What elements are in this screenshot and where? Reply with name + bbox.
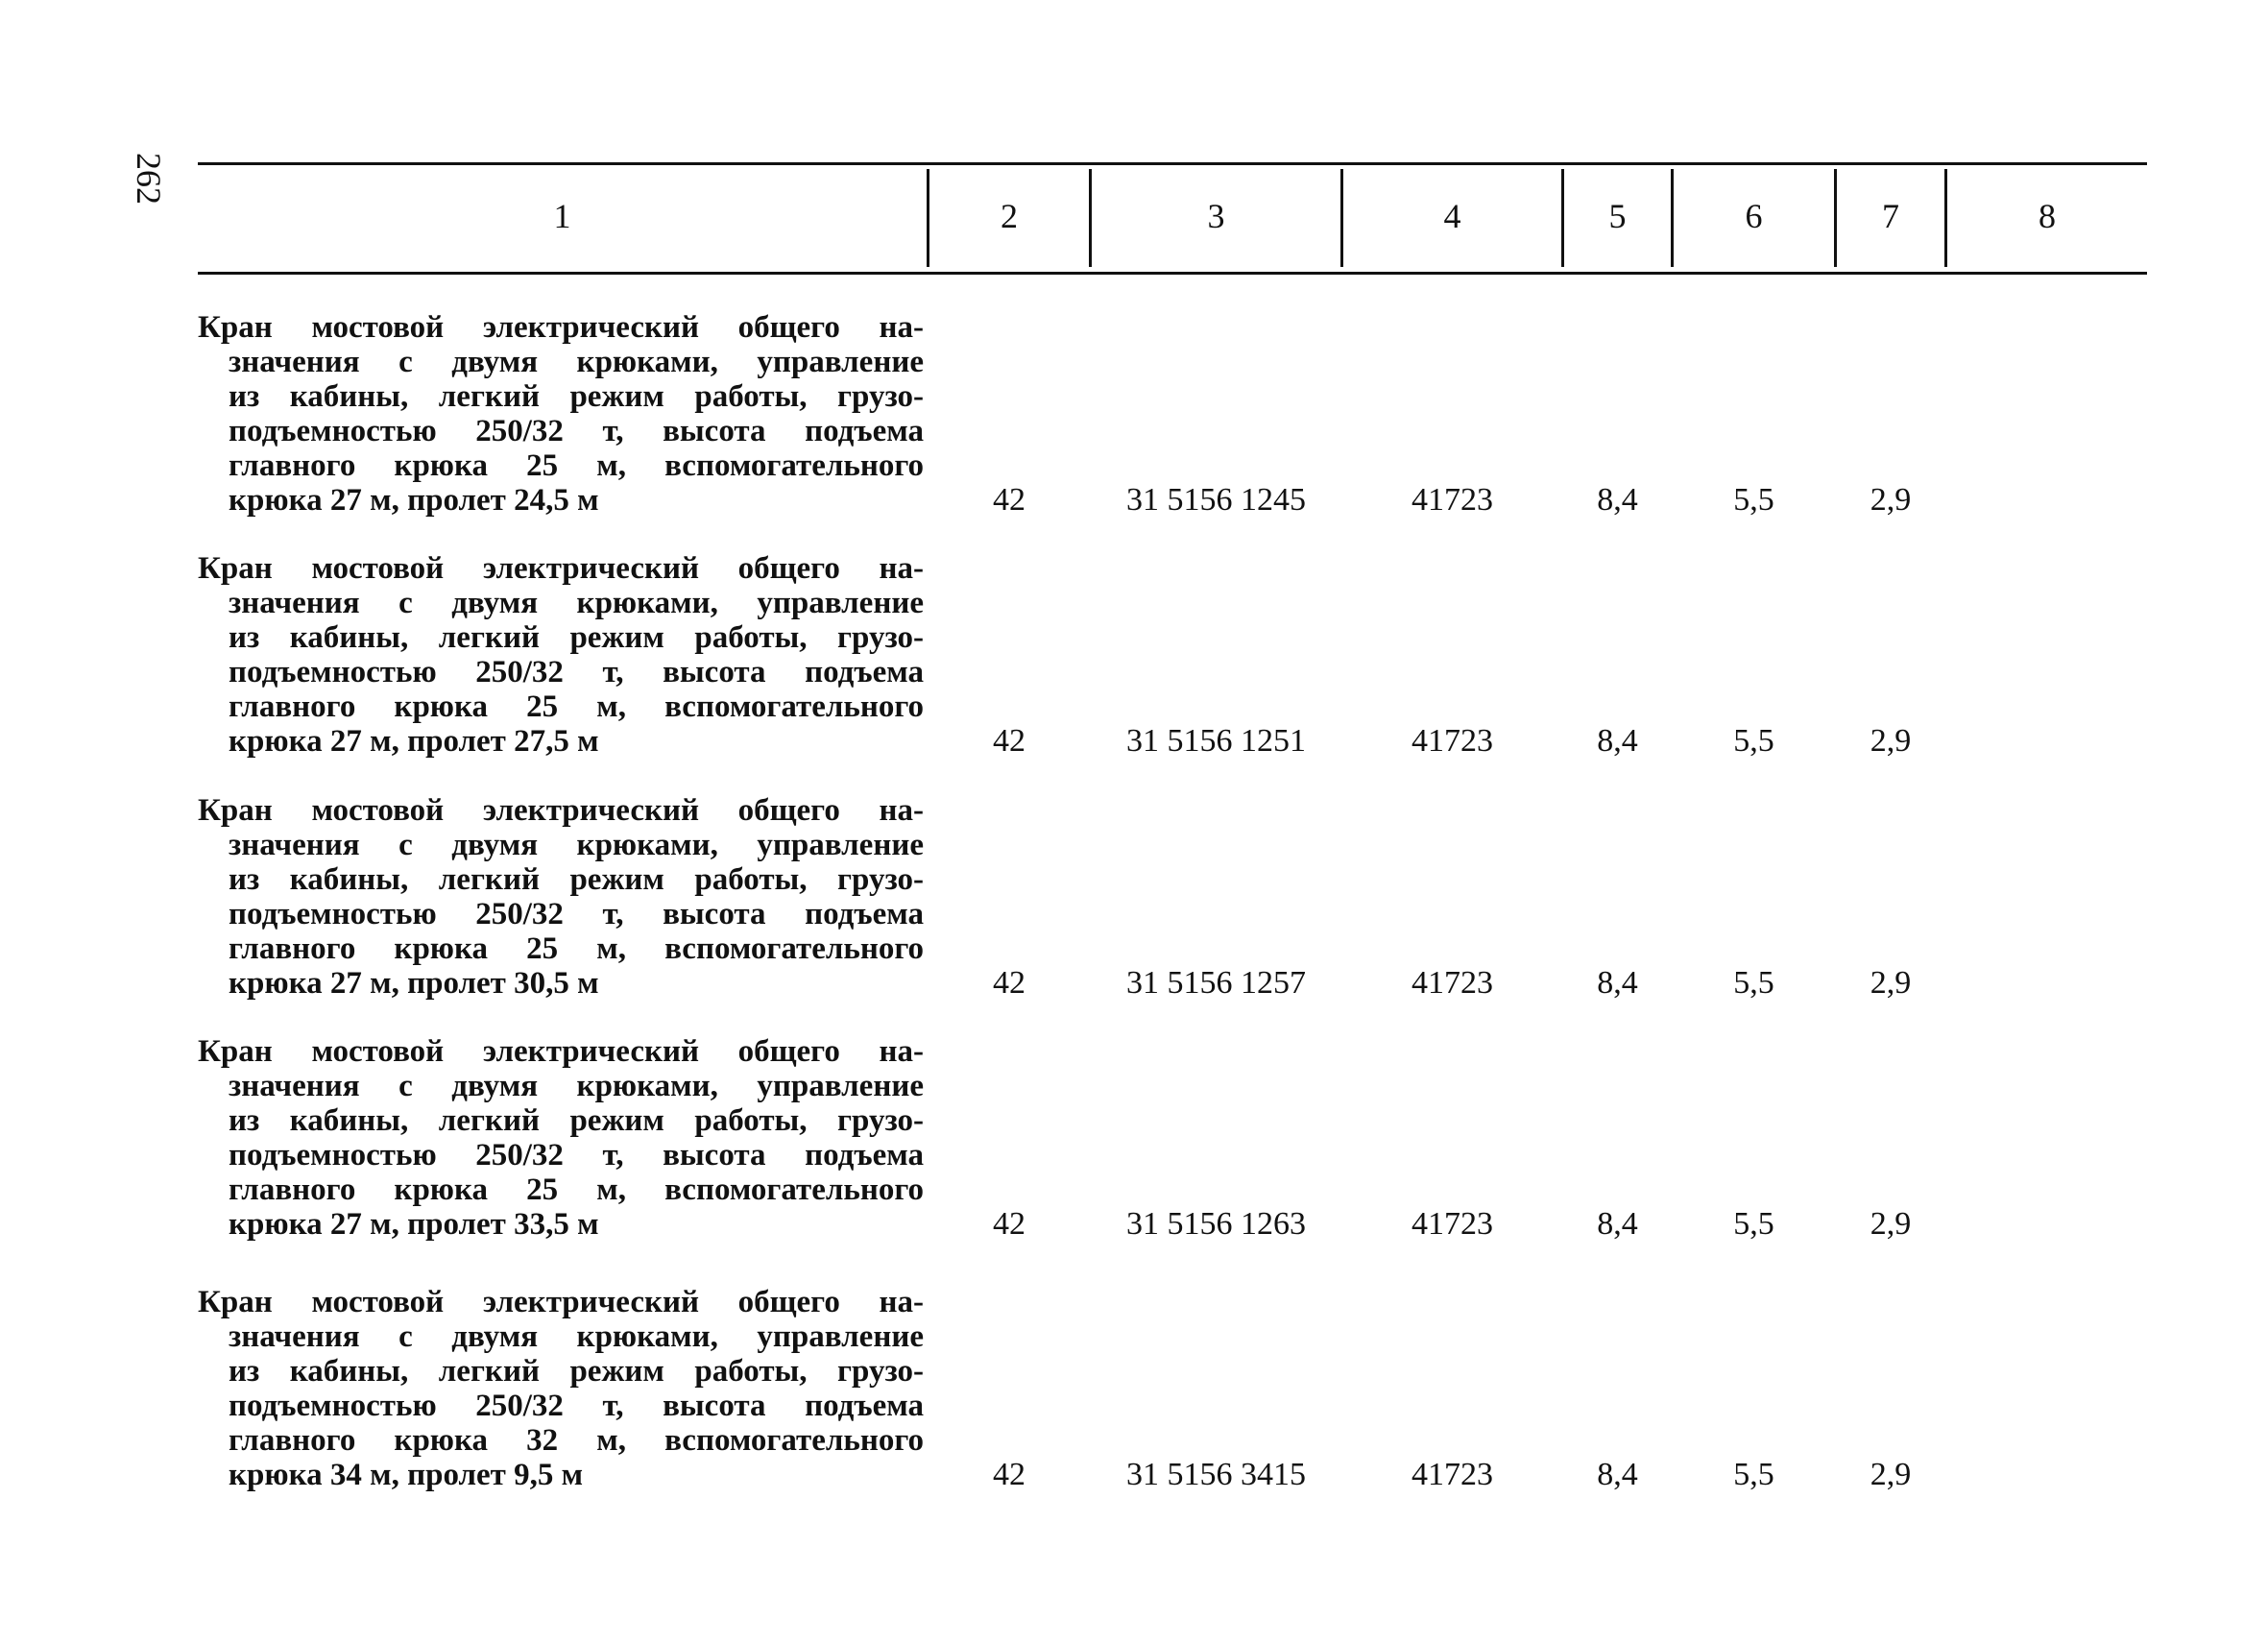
cell-col6: 5,5 [1733,1457,1774,1492]
cell-col4: 41723 [1411,1206,1493,1242]
description-line: крюка 27 м, пролет 30,5 м [229,966,599,1001]
cell-col5: 8,4 [1597,965,1638,1001]
description-line: значения с двумя крюками, управление [229,1319,924,1354]
description-line: подъемностью 250/32 т, высота подъема [229,1138,924,1173]
table-header-bottom-rule [198,272,2147,275]
cell-col3: 31 5156 1263 [1126,1206,1306,1242]
description-line: значения с двумя крюками, управление [229,1069,924,1103]
description-line: значения с двумя крюками, управление [229,586,924,620]
row-description [198,1034,924,1242]
cell-col4: 41723 [1411,482,1493,518]
cell-col5: 8,4 [1597,1206,1638,1242]
description-line: подъемностью 250/32 т, высота подъема [229,897,924,931]
row-description [198,551,924,759]
cell-col6: 5,5 [1733,723,1774,759]
column-header-2: 2 [1001,197,1018,235]
column-header-8: 8 [2039,197,2056,235]
row-description [198,793,924,1001]
description-line: крюка 27 м, пролет 24,5 м [229,483,599,518]
cell-col6: 5,5 [1733,1206,1774,1242]
row-description [198,1285,924,1492]
description-line: значения с двумя крюками, управление [229,345,924,379]
cell-col3: 31 5156 1245 [1126,482,1306,518]
cell-col7: 2,9 [1870,1206,1912,1242]
column-header-4: 4 [1443,197,1461,235]
cell-col2: 42 [993,1206,1025,1242]
column-header-5: 5 [1608,197,1627,235]
cell-col5: 8,4 [1597,723,1638,759]
description-line: из кабины, легкий режим работы, грузо- [229,1103,924,1138]
column-header-6: 6 [1745,197,1763,235]
cell-col3: 31 5156 3415 [1126,1457,1306,1492]
cell-col7: 2,9 [1870,482,1912,518]
row-description [198,310,924,518]
description-line: значения с двумя крюками, управление [229,828,924,862]
description-line: Кран мостовой электрический общего на- [198,793,924,828]
cell-col4: 41723 [1411,723,1493,759]
cell-col7: 2,9 [1870,965,1912,1001]
description-line: Кран мостовой электрический общего на- [198,551,924,586]
cell-col5: 8,4 [1597,1457,1638,1492]
description-line: главного крюка 32 м, вспомогательного [229,1423,924,1458]
description-line: подъемностью 250/32 т, высота подъема [229,655,924,689]
cell-col2: 42 [993,965,1025,1001]
table-top-rule [198,162,2147,165]
description-line: из кабины, легкий режим работы, грузо- [229,620,924,655]
column-header-7: 7 [1882,197,1899,235]
description-line: подъемностью 250/32 т, высота подъема [229,414,924,448]
column-header-3: 3 [1207,197,1225,235]
cell-col3: 31 5156 1251 [1126,723,1306,759]
description-line: Кран мостовой электрический общего на- [198,1285,924,1319]
description-line: крюка 34 м, пролет 9,5 м [229,1458,584,1492]
description-line: из кабины, легкий режим работы, грузо- [229,1354,924,1389]
cell-col6: 5,5 [1733,482,1774,518]
cell-col6: 5,5 [1733,965,1774,1001]
cell-col7: 2,9 [1870,723,1912,759]
description-line: Кран мостовой электрический общего на- [198,1034,924,1069]
description-line: из кабины, легкий режим работы, грузо- [229,379,924,414]
description-line: подъемностью 250/32 т, высота подъема [229,1389,924,1423]
description-line: из кабины, легкий режим работы, грузо- [229,862,924,897]
description-line: главного крюка 25 м, вспомогательного [229,448,924,483]
cell-col5: 8,4 [1597,482,1638,518]
description-line: главного крюка 25 м, вспомогательного [229,689,924,724]
cell-col4: 41723 [1411,965,1493,1001]
description-line: крюка 27 м, пролет 27,5 м [229,724,599,759]
description-line: крюка 27 м, пролет 33,5 м [229,1207,599,1242]
page-number: 262 [130,153,168,205]
cell-col2: 42 [993,723,1025,759]
column-header-1: 1 [553,197,571,235]
description-line: главного крюка 25 м, вспомогательного [229,1173,924,1207]
cell-col2: 42 [993,1457,1025,1492]
description-line: Кран мостовой электрический общего на- [198,310,924,345]
cell-col2: 42 [993,482,1025,518]
description-line: главного крюка 25 м, вспомогательного [229,931,924,966]
cell-col7: 2,9 [1870,1457,1912,1492]
cell-col3: 31 5156 1257 [1126,965,1306,1001]
cell-col4: 41723 [1411,1457,1493,1492]
